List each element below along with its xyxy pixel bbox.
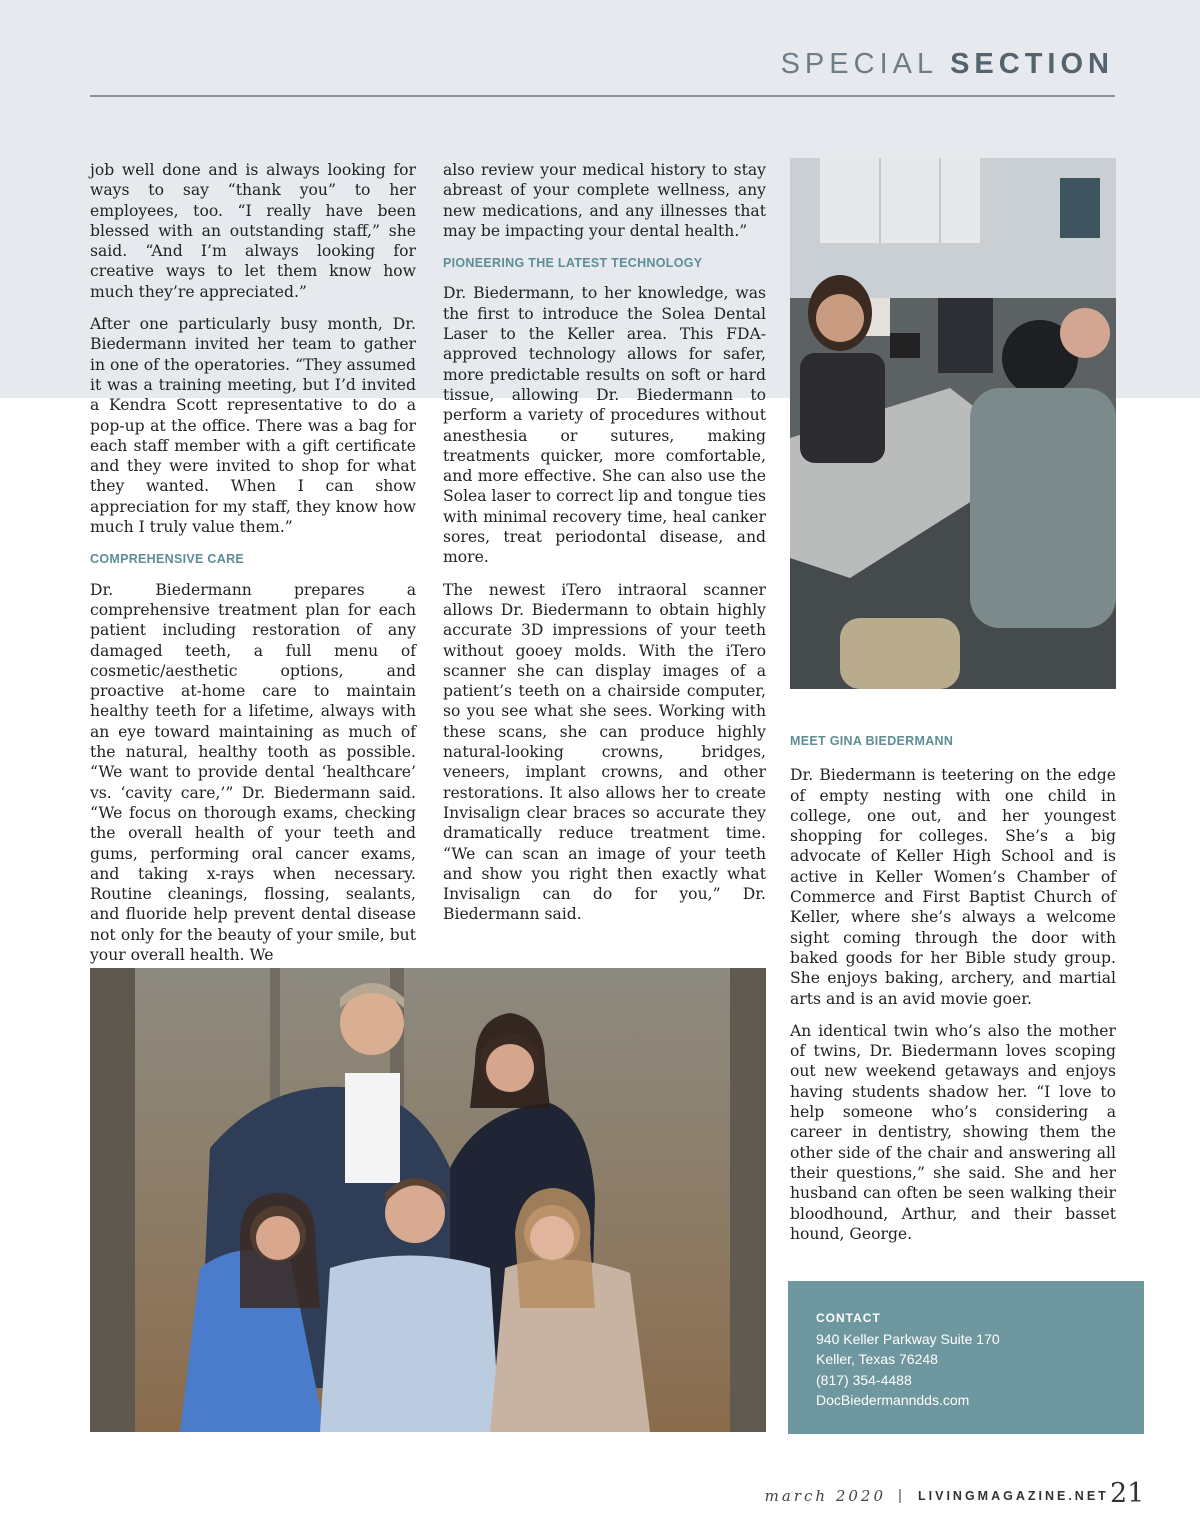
- paragraph: Dr. Biedermann is teetering on the edge of empty nesting with one child in college, one out, and her youngest shopping for colleges. She’s a big advocate of Keller High School and is active in Keller Women’s Chamber of Commerce and First Baptist Church of Keller, where she’s always a welcome sight coming through the door with baked goods for her Bible study group. She enjoys baking, archery, and martial arts and is an avid movie goer.: [790, 766, 1116, 1008]
- paragraph: also review your medical history to stay abreast of your complete wellness, any new medications, and any illnesses that may be impacting your dental health.”: [443, 161, 766, 240]
- contact-address-line2: Keller, Texas 76248: [816, 1351, 938, 1367]
- footer-issue-date: march 2020: [764, 1487, 886, 1505]
- contact-website-link[interactable]: DocBiedermanndds.com: [816, 1392, 970, 1408]
- contact-label: CONTACT: [816, 1311, 881, 1325]
- paragraph: After one particularly busy month, Dr. Biedermann invited her team to gather in one of the operatories. “They assumed it was a training meeting, but I’d invited a Kendra Scott representative to do a pop-up at the office. There was a bag for each staff member with a gift certificate and they were invited to shop for what they wanted. When I can show appreciation for my staff, they know how much I truly value them.”: [90, 315, 416, 537]
- page-footer: [0, 1478, 1200, 1515]
- paragraph: The newest iTero intraoral scanner allows Dr. Biedermann to obtain highly accurate 3D impressions of your teeth without gooey molds. With the iTero scanner she can display images of a patient’s teeth on a chairside computer, so you see what she sees. Working with these scans, she can produce highly natural-looking crowns, bridges, veneers, implant crowns, and other restorations. It also allows her to create Invisalign clear braces so accurate they dramatically reduce treatment time. “We can scan an image of your teeth and show you right then exactly what Invisalign can do for you,” Dr. Biedermann said.: [443, 580, 766, 924]
- footer-site-link[interactable]: LIVINGMAGAZINE.NET: [918, 1489, 1109, 1503]
- footer-separator: |: [898, 1487, 902, 1504]
- article-column-2: [443, 160, 766, 937]
- contact-box: [788, 1281, 1144, 1434]
- contact-phone[interactable]: (817) 354-4488: [816, 1371, 912, 1388]
- subhead-meet-gina: MEET GINA BIEDERMANN: [790, 734, 954, 748]
- header-rule: [90, 95, 1115, 97]
- article-column-1: [90, 160, 416, 977]
- subhead-comprehensive-care: COMPREHENSIVE CARE: [90, 552, 245, 567]
- article-column-3: [790, 734, 1116, 1256]
- header-light-text: SPECIAL: [780, 48, 938, 80]
- paragraph: Dr. Biedermann prepares a comprehensive treatment plan for each patient including restoration of any damaged teeth, a full menu of cosmetic/aesthetic options, and proactive at-home care to maintain healthy teeth for a lifetime, always with an eye toward maintaining as much of the natural, healthy tooth as possible. “We want to provide dental ‘healthcare’ vs. ‘cavity care,’” Dr. Biedermann said. “We focus on thorough exams, checking the overall health of your teeth and gums, performing oral cancer exams, and taking x-rays when necessary. Routine cleanings, flossing, sealants, and fluoride help prevent dental disease not only for the beauty of your smile, but your overall health. We: [90, 580, 416, 964]
- family-photo: [90, 968, 766, 1432]
- header-bold-text: SECTION: [950, 48, 1114, 80]
- paragraph: An identical twin who’s also the mother of twins, Dr. Biedermann loves scoping out new weekend getaways and enjoys having students shadow her. “I love to help someone who’s considering a career in dentistry, showing them the other side of the chair and answering all their questions,” she said. She and her husband can often be seen walking their bloodhound, Arthur, and their basset hound, George.: [790, 1021, 1116, 1243]
- section-header: [781, 48, 1114, 81]
- subhead-pioneering-technology: PIONEERING THE LATEST TECHNOLOGY: [443, 256, 703, 271]
- page-number: 21: [1110, 1478, 1145, 1509]
- contact-address-line1: 940 Keller Parkway Suite 170: [816, 1330, 1000, 1347]
- paragraph: job well done and is always looking for ways to say “thank you” to her employees, too. “I really have been blessed with an outstanding staff,” she said. “And I’m always looking for creative ways to let them know how much they’re appreciated.”: [90, 161, 416, 301]
- office-photo: [790, 158, 1116, 689]
- paragraph: Dr. Biedermann, to her knowledge, was the first to introduce the Solea Dental Laser to the Keller area. This FDA-approved technology allows for safer, more predictable results on soft or hard tissue, allowing Dr. Biedermann to perform a variety of procedures without anesthesia or sutures, making treatments quicker, more comfortable, and more effective. She can also use the Solea laser to correct lip and tongue ties with minimal recovery time, heal canker sores, treat periodontal disease, and more.: [443, 284, 766, 567]
